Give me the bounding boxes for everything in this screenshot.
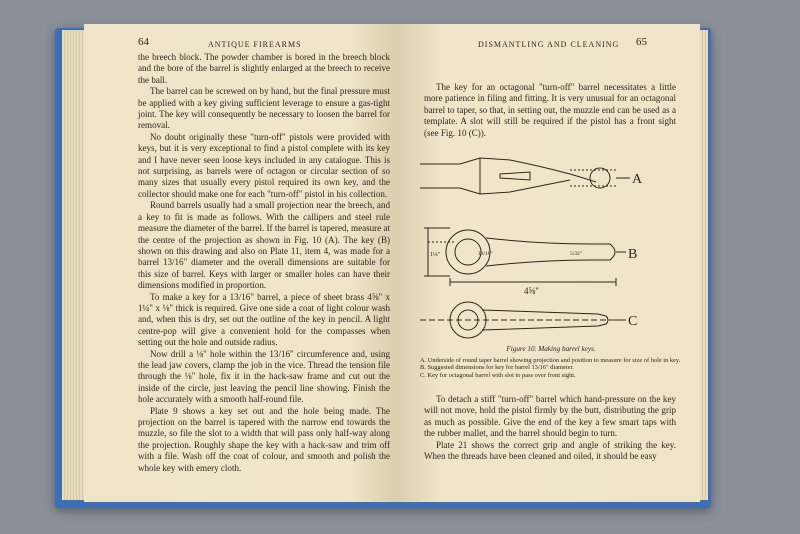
running-header: DISMANTLING AND CLEANING [478, 40, 620, 49]
paragraph: To make a key for a 13/16" barrel, a piece of sheet brass 4⅝" x 1¼" x ⅛" thick is required. Give one side a coat of light colour wash and, when this is dry, set out the outline of the key in pencil. A light centre-pop will give a convenient hold for the compasses when setting out the hole and outside radius. [138, 291, 390, 348]
running-header: ANTIQUE FIREARMS [208, 40, 302, 49]
figure-caption [420, 346, 682, 379]
dim-hole: 13/16" [478, 251, 493, 257]
paragraph: The barrel can be screwed on by hand, but the final pressure must be applied with a key giving sufficient leverage to ensure a gas-tight joint. The key will consequently be necessary to loosen the barrel for removal. [138, 86, 390, 131]
figure-barrel-keys [420, 152, 682, 342]
page-number: 64 [138, 36, 149, 48]
dim-width: 1⅛" [430, 252, 440, 258]
dim-length: 4⅝" [524, 286, 539, 296]
page-edges-right [700, 30, 708, 500]
intro-text [424, 82, 676, 139]
caption-title: Figure 10. Making barrel keys. [506, 345, 596, 353]
paragraph: Now drill a ⅛" hole within the 13/16" circumference and, using the lead jaw covers, clamp the job in the vice. Thread the tension file through the ⅛" hole, fix it in the hack-saw frame and cut out the inside of the circle, just leaving the pencil line showing. Finish the hole accurately with a smooth half-round file. [138, 348, 390, 405]
paragraph: To detach a stiff "turn-off" barrel which hand-pressure on the key will not move, hold the pistol firmly by the butt, distributing the grip as much as possible. Give the end of the key a few smart taps with the rubber mallet, and the barrel should begin to turn. [424, 394, 676, 439]
caption-item: C. Key for octagonal barrel with slot to pass over front sight. [420, 371, 576, 379]
body-text [138, 52, 390, 474]
caption-item: A. Underside of round taper barrel showing projection and position to measure for size of hole in key. [420, 356, 681, 364]
paragraph: No doubt originally these "turn-off" pistols were provided with keys, but it is very exceptional to find a pistol complete with its key and I have never seen loose keys included in any catalogue. This is not surprising, as barrels were of octagon or circular section of so many sizes that usually every pistol required its own key, and the collector should make one for each "turn-off" pistol in his collection. [138, 131, 390, 199]
paragraph: Plate 21 shows the correct grip and angle of striking the key. When the threads have been cleaned and oiled, it should be easy [424, 439, 676, 462]
body-text [424, 394, 676, 462]
left-page [84, 24, 396, 502]
right-page [396, 24, 700, 502]
dim-tip: 5/32" [570, 251, 583, 257]
paragraph: The key for an octagonal "turn-off" barrel necessitates a little more patience in filing and fitting. It is very unusual for an octagonal barrel to taper, so that, in setting out, the muzzle end can be used as a template. A slot will still be required if the pistol has a front sight (see Fig. 10 (C)). [424, 82, 676, 138]
caption-item: B. Suggested dimensions for key for barrel 13/16" diameter. [420, 364, 574, 372]
label-a: A [632, 172, 643, 187]
paragraph: the breech block. The powder chamber is bored in the breech block and the bore of the barrel is slightly enlarged at the breech to receive the ball. [138, 52, 390, 85]
label-b: B [628, 247, 638, 262]
paragraph: Plate 9 shows a key set out and the hole being made. The projection on the barrel is tapered with the narrow end towards the muzzle, so file the slot to a width that will pass only half-way along the projection. Roughly shape the key with a hack-saw and trim off with a file. Wash off the coat of colour, and smooth and polish the whole key with emery cloth. [138, 405, 390, 473]
diagram-b [424, 228, 626, 286]
paragraph: Round barrels usually had a small projection near the breech, and a key to fit is made as follows. With the callipers and steel rule measure the diameter of the barrel. If the barrel is tapered, measure at the centre of the projection as shown in Fig. 10 (A). The key (B) shown on this drawing and also on Plate 11, item 4, was made for a barrel 13/16" diameter and the overall dimensions are suitable for this size of barrel. Keys with larger or smaller holes can have their dimensions modified in proportion. [138, 200, 390, 291]
diagram-c [420, 302, 626, 338]
diagram-a [420, 158, 630, 194]
page-edges-left [62, 30, 84, 500]
label-c: C [628, 314, 638, 329]
page-number: 65 [636, 36, 647, 48]
